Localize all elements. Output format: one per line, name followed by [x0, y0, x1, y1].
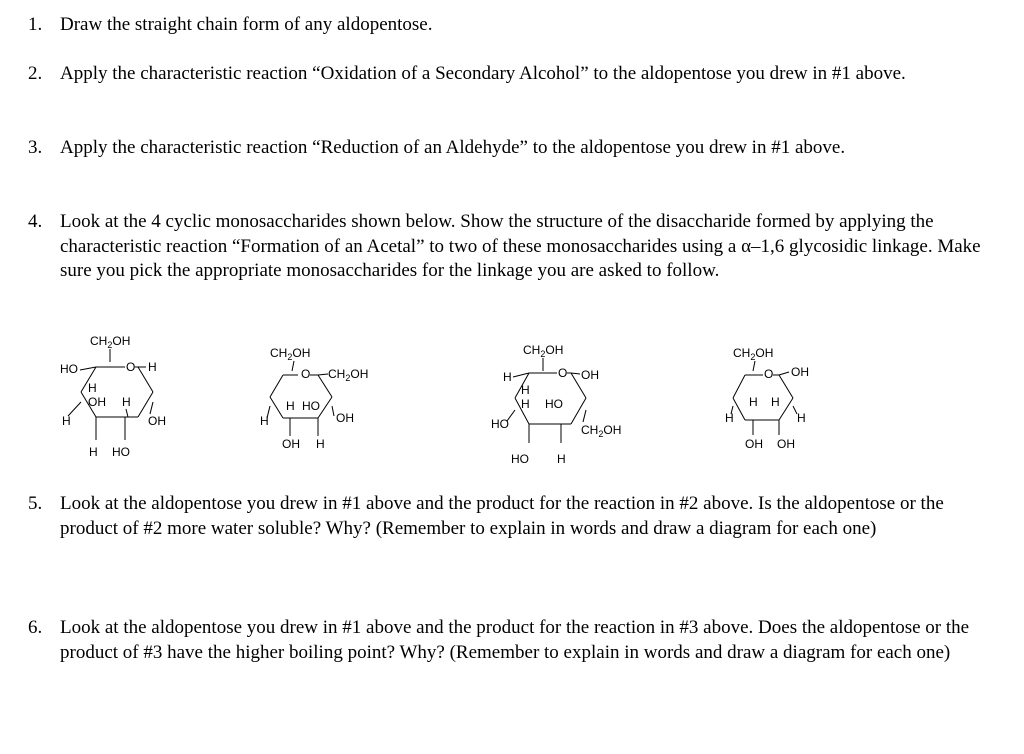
h-label: H: [122, 395, 131, 409]
oh-label: OH: [581, 368, 599, 382]
oh-label: OH: [336, 411, 354, 425]
h-label: H: [521, 383, 530, 397]
question-text: Look at the aldopentose you drew in #1 above and the product for the reaction in #3 above. Does the aldopentose or the product of #3 have the higher boiling point? Why? (Remember to explain in words and draw a diagram for each one): [60, 617, 970, 663]
h-label: H: [503, 370, 512, 384]
question-text: Draw the straight chain form of any aldopentose.: [60, 14, 433, 35]
h-label: H: [89, 445, 98, 459]
ho-label: HO: [511, 452, 529, 466]
ho-label: HO: [545, 397, 563, 411]
h-label: H: [316, 437, 325, 451]
oh-label: OH: [88, 395, 106, 409]
question-6: [28, 616, 1003, 665]
oh-label: OH: [777, 437, 795, 451]
h-label: H: [88, 381, 97, 395]
ring-oxygen: O: [126, 360, 136, 374]
monosaccharide-structure-3: [485, 330, 645, 470]
question-text: Apply the characteristic reaction “Oxidation of a Secondary Alcohol” to the aldopentose you drew in #1 above.: [60, 63, 906, 84]
question-4: [28, 210, 1003, 284]
question-1: [28, 13, 1003, 38]
h-label: H: [260, 414, 269, 428]
h-label: H: [148, 360, 157, 374]
ch2oh-group: $CH_2OH$: [523, 343, 564, 359]
h-label: H: [797, 411, 806, 425]
question-number: 5.: [28, 493, 43, 514]
h-label: H: [725, 411, 734, 425]
ring-oxygen: O: [301, 367, 311, 381]
ch2oh-group: $CH_2OH$: [581, 423, 622, 439]
question-3: [28, 136, 1003, 161]
h-label: H: [521, 397, 530, 411]
question-text: Look at the aldopentose you drew in #1 above and the product for the reaction in #2 above. Is the aldopentose or the product of #2 more water soluble? Why? (Remember to explain in words and draw a diagram for each one): [60, 493, 944, 539]
monosaccharide-structure-4: [715, 330, 835, 455]
h-label: H: [286, 399, 295, 413]
ho-label: HO: [491, 417, 509, 431]
question-number: 4.: [28, 211, 43, 232]
question-5: [28, 492, 1003, 541]
question-text: Look at the 4 cyclic monosaccharides shown below. Show the structure of the disaccharide formed by applying the characteristic reaction “Formation of an Acetal” to two of these monosaccharides using a α–1,6 glycosidic linkage. Make sure you pick the appropriate monosaccharides for the linkage you are asked to follow.: [60, 211, 981, 281]
ch2oh-group: $CH_2OH$: [733, 346, 774, 362]
h-label: H: [771, 395, 780, 409]
question-text: Apply the characteristic reaction “Reduction of an Aldehyde” to the aldopentose you drew in #1 above.: [60, 137, 846, 158]
question-number: 1.: [28, 14, 43, 35]
question-number: 3.: [28, 137, 43, 158]
h-label: H: [62, 414, 71, 428]
oh-label: OH: [282, 437, 300, 451]
h-label: H: [557, 452, 566, 466]
ho-label: HO: [112, 445, 130, 459]
ho-label: HO: [302, 399, 320, 413]
ring-oxygen: O: [558, 366, 568, 380]
ch2oh-group: $CH_2OH$: [90, 334, 131, 350]
oh-label: OH: [745, 437, 763, 451]
question-2: [28, 62, 1003, 87]
h-label: H: [749, 395, 758, 409]
question-number: 2.: [28, 63, 43, 84]
monosaccharide-structure-2: [250, 330, 400, 455]
question-number: 6.: [28, 617, 43, 638]
oh-label: OH: [148, 414, 166, 428]
oh-label: OH: [791, 365, 809, 379]
ch2oh-group: $CH_2OH$: [270, 346, 311, 362]
monosaccharide-structure-1: [50, 330, 190, 465]
ho-label: HO: [60, 362, 78, 376]
ring-oxygen: O: [764, 367, 774, 381]
ch2oh-group: $CH_2OH$: [328, 367, 369, 383]
